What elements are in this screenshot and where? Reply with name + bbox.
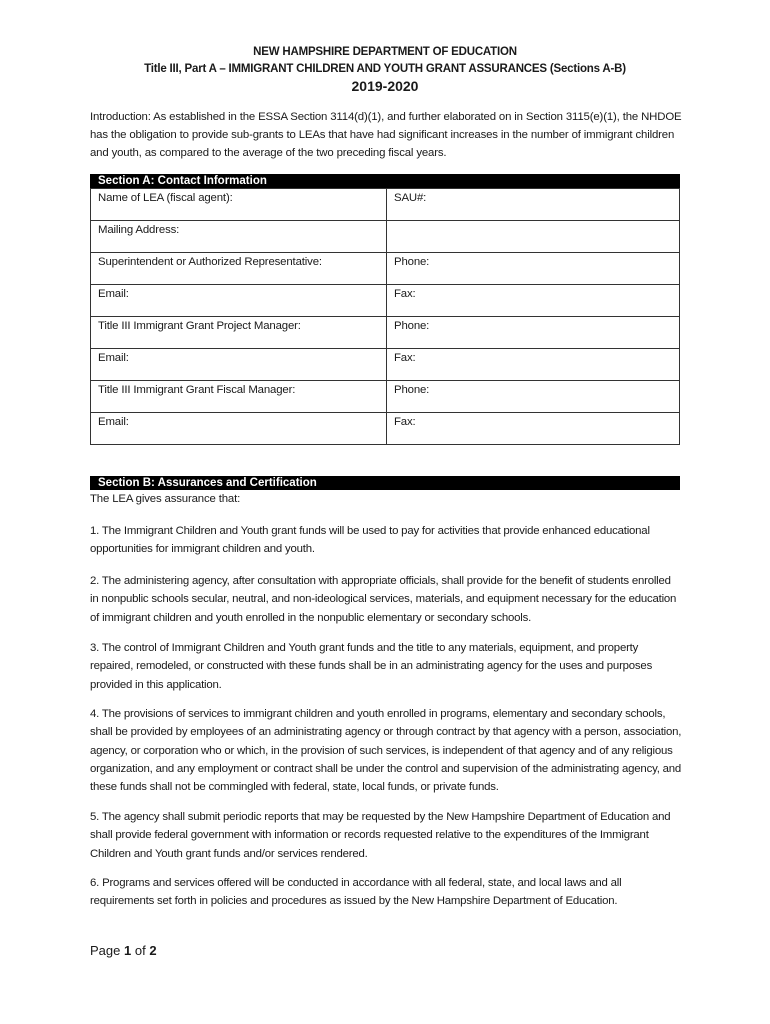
assurance-item-3 xyxy=(90,639,682,694)
sau-number-field[interactable]: SAU#: xyxy=(387,189,680,221)
assurance-line: 6. Programs and services offered will be conducted in accordance with all federal, state, and local laws and all xyxy=(90,877,622,889)
section-b-assurances xyxy=(90,476,680,505)
assurance-line: repaired, remodeled, or constructed with these funds shall be in an administrating agency for the uses and purposes xyxy=(90,660,653,673)
contact-table xyxy=(90,188,680,445)
table-row xyxy=(91,317,680,349)
page-total: 2 xyxy=(149,943,157,958)
department-heading: NEW HAMPSHIRE DEPARTMENT OF EDUCATION xyxy=(253,46,517,58)
section-a-header: Section A: Contact Information xyxy=(90,174,680,188)
assurance-item-6 xyxy=(90,874,682,911)
project-manager-phone-field[interactable]: Phone: xyxy=(387,317,680,349)
superintendent-field[interactable]: Superintendent or Authorized Representative: xyxy=(91,253,387,285)
assurance-line: shall be provided by employees of an administrating agency or through contract by that agency with a person, association, xyxy=(90,726,682,739)
table-row xyxy=(91,221,680,253)
assurance-line: 5. The agency shall submit periodic reports that may be requested by the New Hampshire Department of Education and xyxy=(90,811,671,823)
table-row xyxy=(91,285,680,317)
assurance-lead-text: The LEA gives assurance that: xyxy=(90,493,241,505)
lea-name-field[interactable]: Name of LEA (fiscal agent): xyxy=(91,189,387,221)
assurance-item-2 xyxy=(90,572,682,627)
table-row xyxy=(91,381,680,413)
assurance-line: 3. The control of Immigrant Children and Youth grant funds and the title to any materials, equipment, and property xyxy=(90,642,639,654)
fiscal-manager-field[interactable]: Title III Immigrant Grant Fiscal Manager: xyxy=(91,381,387,413)
section-b-header: Section B: Assurances and Certification xyxy=(90,476,680,490)
table-row xyxy=(91,253,680,285)
assurance-line: these funds shall not be commingled with federal, state, local funds, or private funds. xyxy=(90,781,499,794)
fiscal-manager-phone-field[interactable]: Phone: xyxy=(387,381,680,413)
assurance-line: opportunities for immigrant children and youth. xyxy=(90,543,315,556)
year-heading: 2019-2020 xyxy=(351,78,419,94)
table-row xyxy=(91,413,680,445)
mailing-address-field[interactable]: Mailing Address: xyxy=(91,221,387,253)
project-manager-email-field[interactable]: Email: xyxy=(91,349,387,381)
intro-line: Introduction: As established in the ESSA Section 3114(d)(1), and further elaborated on in Section 3115(e)(1), the NHDOE xyxy=(90,111,682,123)
assurance-line: agency, or corporation who or which, in the provision of such services, is independent of that agency and of any religious xyxy=(90,744,673,757)
assurance-line: of immigrant children and youth enrolled in the nonpublic elementary or secondary schools. xyxy=(90,611,532,624)
superintendent-phone-field[interactable]: Phone: xyxy=(387,253,680,285)
assurance-line: provided in this application. xyxy=(90,678,222,691)
superintendent-fax-field[interactable]: Fax: xyxy=(387,285,680,317)
superintendent-email-field[interactable]: Email: xyxy=(91,285,387,317)
project-manager-fax-field[interactable]: Fax: xyxy=(387,349,680,381)
assurance-item-4 xyxy=(90,705,682,796)
assurance-line: Children and Youth grant funds and/or services rendered. xyxy=(90,847,368,860)
intro-line: has the obligation to provide sub-grants to LEAs that have had significant increases in the number of immigrant children xyxy=(90,129,675,141)
section-a-contact-information xyxy=(90,174,680,445)
page-word: Page xyxy=(90,943,121,958)
fiscal-manager-fax-field[interactable]: Fax: xyxy=(387,413,680,445)
project-manager-field[interactable]: Title III Immigrant Grant Project Manager: xyxy=(91,317,387,349)
mailing-address-extra-field[interactable] xyxy=(387,221,680,253)
fiscal-manager-email-field[interactable]: Email: xyxy=(91,413,387,445)
assurance-line: 1. The Immigrant Children and Youth grant funds will be used to pay for activities that provide enhanced educational xyxy=(90,525,650,537)
grant-title-heading: Title III, Part A – IMMIGRANT CHILDREN AND YOUTH GRANT ASSURANCES (Sections A-B) xyxy=(144,63,626,75)
assurance-item-5 xyxy=(90,808,682,863)
table-row xyxy=(91,349,680,381)
assurance-item-1 xyxy=(90,522,682,559)
introduction-paragraph xyxy=(90,108,682,162)
of-word: of xyxy=(134,943,146,958)
assurance-line: shall provide federal government with information or records requested relative to the expenditures of the Immigrant xyxy=(90,829,649,842)
assurance-line: 2. The administering agency, after consultation with appropriate officials, shall provide for the benefit of students enrolled xyxy=(90,575,671,587)
assurance-line: organization, and any employment or contract shall be under the control and supervision of the administrating agency, and xyxy=(90,762,682,775)
assurance-line: requirements set forth in policies and procedures as issued by the New Hampshire Department of Education. xyxy=(90,895,618,908)
page-footer xyxy=(90,943,157,958)
table-row xyxy=(91,189,680,221)
assurance-line: in nonpublic schools secular, neutral, and non-ideological services, materials, and equipment necessary for the education xyxy=(90,593,677,606)
intro-line: and youth, as compared to the average of the two preceding fiscal years. xyxy=(90,147,447,159)
assurance-line: 4. The provisions of services to immigrant children and youth enrolled in programs, elementary and secondary schools, xyxy=(90,708,666,720)
page-number: 1 xyxy=(124,943,132,958)
